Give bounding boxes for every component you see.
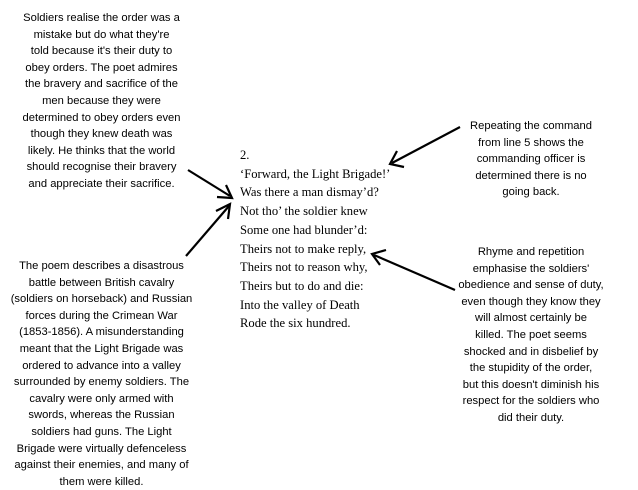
annotation-line: surrounded by enemy soldiers. The bbox=[13, 376, 190, 389]
arrowhead-icon bbox=[390, 151, 404, 167]
poem-line: Some one had blunder’d: bbox=[240, 222, 368, 237]
annotation-line: likely. He thinks that the world bbox=[27, 144, 176, 157]
poem-line: Was there a man dismay’d? bbox=[240, 185, 379, 200]
annotation-line: but this doesn't diminish his bbox=[462, 378, 600, 391]
annotation-line: told because it's their duty to bbox=[30, 45, 173, 58]
annotation-top-right bbox=[452, 118, 610, 201]
poem-line: Theirs not to make reply, bbox=[240, 241, 367, 256]
annotation-line: (1853-1856). A misunderstanding bbox=[19, 326, 184, 339]
annotation-line: did their duty. bbox=[497, 411, 565, 424]
arrowhead-icon bbox=[216, 204, 230, 219]
annotation-top-left bbox=[0, 10, 203, 193]
annotation-line: determined to obey orders even bbox=[22, 111, 181, 124]
annotation-line: should recognise their bravery bbox=[26, 161, 177, 174]
stanza-number: 2. bbox=[240, 148, 250, 162]
annotation-line: though they knew death was bbox=[30, 128, 173, 141]
annotation-line: forces during the Crimean War bbox=[25, 309, 178, 322]
annotation-line: even though they know they bbox=[461, 295, 601, 308]
arrow-bottom-left bbox=[186, 204, 230, 256]
annotation-line: Repeating the command bbox=[470, 120, 592, 132]
annotation-line: against their enemies, and many of bbox=[14, 459, 189, 472]
poem-line: Rode the six hundred. bbox=[240, 316, 351, 331]
annotation-line: them were killed. bbox=[59, 475, 144, 488]
annotation-line: mistake but do what they're bbox=[33, 28, 170, 41]
annotation-line: going back. bbox=[502, 186, 560, 199]
annotation-line: ordered to advance into a valley bbox=[22, 359, 181, 372]
annotation-line: meant that the Light Brigade was bbox=[19, 342, 184, 355]
poem-line: Not tho’ the soldier knew bbox=[240, 204, 368, 219]
annotation-line: will almost certainly be bbox=[475, 312, 587, 325]
annotation-line: Rhyme and repetition bbox=[477, 246, 585, 258]
annotation-line: obedience and sense of duty, bbox=[458, 279, 604, 292]
annotation-line: shocked and in disbelief by bbox=[463, 345, 599, 358]
annotation-line: determined there is no bbox=[475, 169, 587, 182]
arrow-top-right bbox=[390, 127, 460, 167]
annotation-line: killed. The poet seems bbox=[475, 328, 587, 341]
annotation-line: soldiers had guns. The Light bbox=[31, 425, 172, 438]
poem-line: Theirs but to do and die: bbox=[240, 278, 364, 293]
annotation-line: (soldiers on horseback) and Russian bbox=[10, 293, 193, 306]
annotation-line: cavalry were only armed with bbox=[29, 392, 174, 405]
annotation-line: commanding officer is bbox=[476, 153, 586, 166]
annotation-line: emphasise the soldiers' bbox=[472, 262, 590, 275]
poem-line: Into the valley of Death bbox=[240, 297, 360, 312]
annotation-line: men because they were bbox=[42, 94, 161, 107]
poem-line: Theirs not to reason why, bbox=[240, 260, 368, 275]
annotation-line: respect for the soldiers who bbox=[462, 395, 600, 408]
annotation-line: battle between British cavalry bbox=[28, 276, 175, 289]
annotation-line: Brigade were virtually defenceless bbox=[16, 442, 187, 455]
arrow-shaft bbox=[392, 127, 460, 163]
arrow-shaft bbox=[186, 206, 229, 256]
annotation-line: Soldiers realise the order was a bbox=[23, 12, 180, 24]
annotation-line: obey orders. The poet admires bbox=[25, 61, 178, 74]
arrowhead-icon bbox=[217, 185, 232, 198]
annotation-line: The poem describes a disastrous bbox=[19, 260, 184, 272]
poem-stanza bbox=[240, 146, 390, 333]
annotation-line: swords, whereas the Russian bbox=[28, 409, 175, 422]
annotation-line: the stupidity of the order, bbox=[469, 362, 593, 375]
annotation-bottom-left bbox=[0, 258, 203, 490]
annotation-line: from line 5 shows the bbox=[478, 136, 584, 149]
poem-line: ‘Forward, the Light Brigade!’ bbox=[240, 166, 391, 181]
annotation-bottom-right bbox=[452, 244, 610, 427]
annotation-line: the bravery and sacrifice of the bbox=[25, 78, 178, 91]
annotation-line: and appreciate their sacrifice. bbox=[28, 177, 175, 190]
